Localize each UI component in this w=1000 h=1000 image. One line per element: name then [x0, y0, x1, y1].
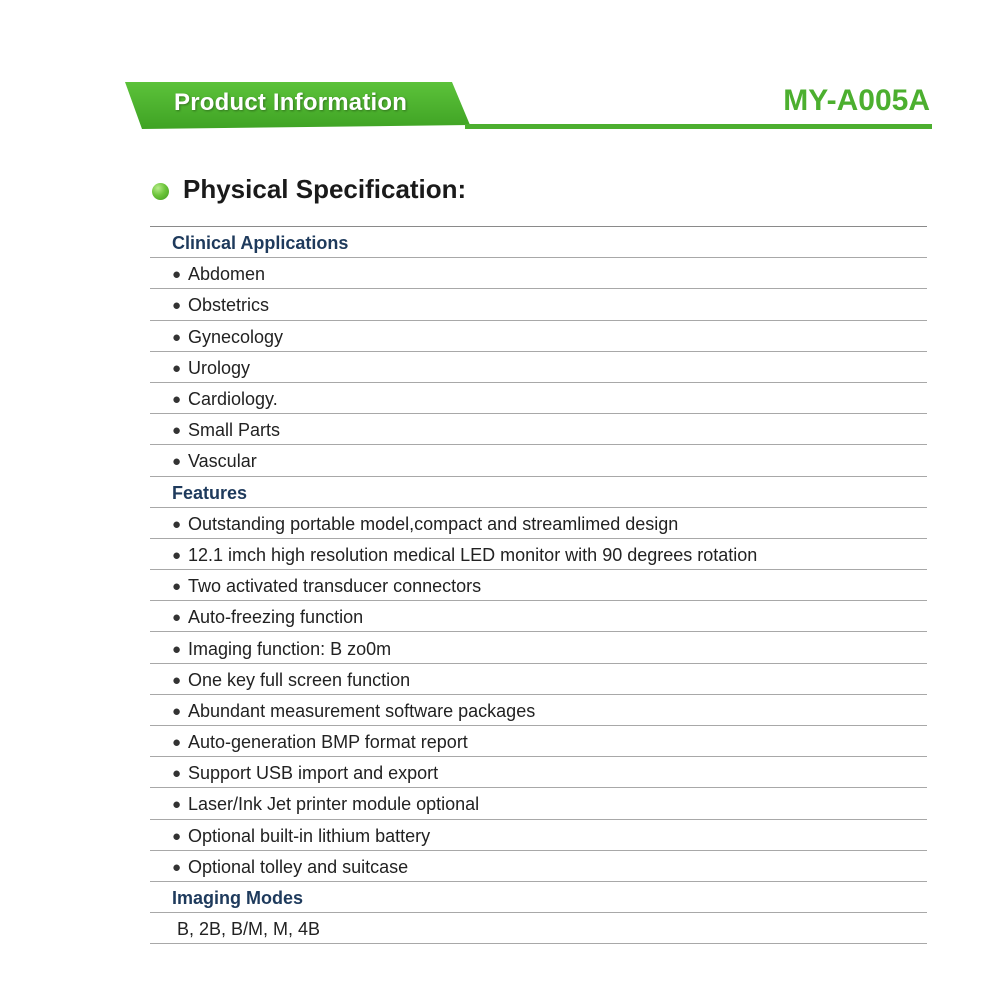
bullet-icon: ● [172, 765, 182, 783]
item-label: Vascular [188, 451, 257, 472]
list-item [150, 757, 927, 788]
bullet-icon: ● [172, 640, 182, 658]
list-item [150, 726, 927, 757]
bullet-icon: ● [172, 359, 182, 377]
section-label: Clinical Applications [172, 233, 349, 254]
item-label: Gynecology [188, 326, 284, 347]
bullet-icon: ● [172, 578, 182, 596]
item-label: Outstanding portable model,compact and streamlimed design [188, 513, 679, 534]
bullet-icon: ● [172, 546, 182, 564]
list-item [150, 851, 927, 882]
list-item [150, 913, 927, 944]
section-title: Physical Specification: [183, 174, 467, 204]
bullet-icon: ● [172, 266, 182, 284]
bullet-icon: ● [172, 515, 182, 533]
bullet-icon: ● [172, 702, 182, 720]
list-item [150, 570, 927, 601]
item-label: Auto-generation BMP format report [188, 732, 468, 753]
item-label: Optional tolley and suitcase [188, 856, 409, 877]
bullet-icon: ● [172, 734, 182, 752]
list-item [150, 601, 927, 632]
list-item [150, 258, 927, 289]
section-label: Imaging Modes [172, 888, 304, 909]
list-item [150, 664, 927, 695]
bullet-icon: ● [172, 827, 182, 845]
list-item [150, 695, 927, 726]
section-heading [152, 174, 466, 205]
banner-title: Product Information [174, 89, 408, 116]
bullet-icon: ● [172, 391, 182, 409]
item-label: Cardiology. [188, 389, 278, 410]
list-item [150, 445, 927, 476]
list-item [150, 632, 927, 663]
bullet-icon: ● [172, 671, 182, 689]
item-label: 12.1 imch high resolution medical LED monitor with 90 degrees rotation [188, 544, 758, 565]
table-section-header [150, 227, 927, 258]
header-banner [0, 0, 1000, 140]
imaging-modes-value: B, 2B, B/M, M, 4B [177, 919, 321, 940]
banner-underline [465, 124, 932, 129]
bullet-icon: ● [172, 328, 182, 346]
item-label: Urology [188, 357, 251, 378]
item-label: Abundant measurement software packages [188, 700, 536, 721]
list-item [150, 352, 927, 383]
bullet-icon: ● [172, 422, 182, 440]
item-label: Optional built-in lithium battery [188, 825, 431, 846]
bullet-icon: ● [172, 858, 182, 876]
list-item [150, 289, 927, 320]
list-item [150, 383, 927, 414]
item-label: Laser/Ink Jet printer module optional [188, 794, 480, 815]
list-item [150, 539, 927, 570]
table-section-header [150, 477, 927, 508]
item-label: One key full screen function [188, 669, 411, 690]
item-label: Support USB import and export [188, 763, 439, 784]
item-label: Abdomen [188, 264, 266, 285]
section-label: Features [172, 482, 248, 503]
bullet-icon: ● [172, 796, 182, 814]
bullet-icon: ● [172, 453, 182, 471]
green-dot-icon [152, 183, 169, 200]
list-item [150, 508, 927, 539]
model-code: MY-A005A [783, 84, 930, 117]
item-label: Obstetrics [188, 295, 270, 316]
table-section-header [150, 882, 927, 913]
item-label: Small Parts [188, 420, 281, 441]
item-label: Imaging function: B zo0m [188, 638, 392, 659]
list-item [150, 820, 927, 851]
bullet-icon: ● [172, 609, 182, 627]
item-label: Two activated transducer connectors [188, 576, 482, 597]
spec-table [150, 226, 927, 944]
list-item [150, 321, 927, 352]
list-item [150, 788, 927, 819]
item-label: Auto-freezing function [188, 607, 364, 628]
bullet-icon: ● [172, 297, 182, 315]
list-item [150, 414, 927, 445]
